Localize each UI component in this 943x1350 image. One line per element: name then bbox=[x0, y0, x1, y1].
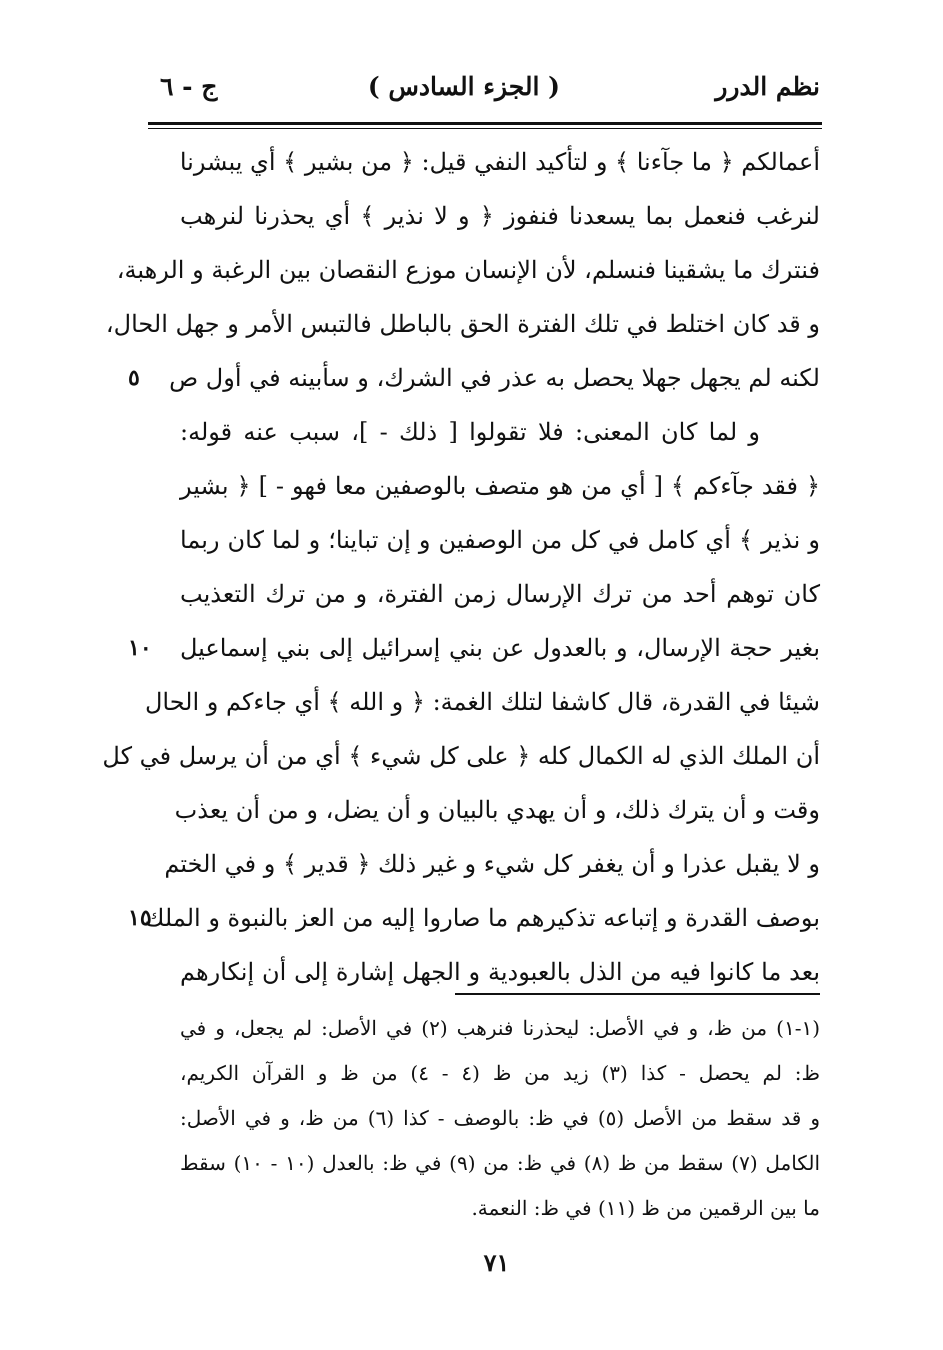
line-number-marker: ١٠ bbox=[128, 635, 152, 661]
footnote-line: ما بين الرقمين من ظ (١١) في ظ: النعمة. bbox=[471, 1196, 820, 1220]
text-line: ﴿ فقد جآءكم ﴾ [ أي من هو متصف بالوصفين معا فهو - ] ﴿ بشير bbox=[180, 472, 820, 500]
running-book-title: نظم الدرر bbox=[715, 72, 820, 101]
page-number: ٧١ bbox=[483, 1248, 510, 1277]
footnote-line: ظ: لم يحصل - كذا (٣) زيد من ظ (٤ - ٤) من ظ و القرآن الكريم، bbox=[180, 1061, 820, 1085]
running-part-title: ( الجزء السادس ) bbox=[367, 72, 560, 101]
line-number-marker: ١٥ bbox=[128, 905, 152, 931]
text-line: أعمالكم ﴿ ما جآءنا ﴾ و لتأكيد النفي قيل: ﴿ من بشير ﴾ أي يبشرنا bbox=[179, 148, 820, 176]
footnote-line: و قد سقط من الأصل (٥) في ظ: بالوصف - كذا (٦) من ظ، و في الأصل: bbox=[180, 1106, 820, 1130]
volume-label: ج - ٦ bbox=[160, 72, 218, 101]
text-line: و قد كان اختلط في تلك الفترة الحق بالباطل فالتبس الأمر و جهل الحال، bbox=[105, 310, 820, 338]
text-line: بوصف القدرة و إتباعه تذكيرهم ما صاروا إليه من العز بالنبوة و الملك bbox=[144, 904, 820, 932]
page-header bbox=[150, 72, 820, 116]
text-line: بعد ما كانوا فيه من الذل بالعبودية و الجهل إشارة إلى أن إنكارهم bbox=[180, 958, 820, 986]
footnote-line: (١-١) من ظ، و في الأصل: ليحذرنا فنرهب (٢) في الأصل: لم يجعل، و في bbox=[180, 1016, 821, 1040]
text-line: لكنه لم يجهل جهلا يحصل به عذر في الشرك، و سأبينه في أول ص bbox=[169, 364, 820, 392]
text-line: و نذير ﴾ أي كامل في كل من الوصفين و إن تباينا؛ و لما كان ربما bbox=[180, 526, 820, 554]
line-number-marker: ٥ bbox=[128, 365, 140, 391]
header-rule-thin bbox=[148, 128, 822, 129]
text-line: و لا يقبل عذرا و أن يغفر كل شيء و غير ذلك ﴿ قدير ﴾ و في الختم bbox=[164, 850, 820, 878]
footnotes bbox=[180, 1006, 820, 1231]
text-line: فنترك ما يشقينا فنسلم، لأن الإنسان موزع النقصان بين الرغبة و الرهبة، bbox=[116, 256, 820, 284]
text-line: وقت و أن يترك ذلك، و أن يهدي بالبيان و أن يضل، و من أن يعذب bbox=[174, 796, 820, 824]
text-line: و لما كان المعنى: فلا تقولوا [ ذلك - ]، سبب عنه قوله: bbox=[180, 418, 760, 446]
footnote-separator bbox=[455, 993, 820, 995]
text-line: لنرغب فنعمل بما يسعدنا فنفوز ﴿ و لا نذير ﴾ أي يحذرنا لنرهب bbox=[180, 202, 820, 230]
text-line: كان توهم أحد من ترك الإرسال زمن الفترة، و من ترك التعذيب bbox=[180, 580, 820, 608]
footnote-line: الكامل (٧) سقط من ظ (٨) في ظ: من (٩) في ظ: بالعدل (١٠ - ١٠) سقط bbox=[180, 1151, 820, 1175]
text-line: أن الملك الذي له الكمال كله ﴿ على كل شيء ﴾ أي من أن يرسل في كل bbox=[102, 742, 820, 770]
text-line: شيئا في القدرة، قال كاشفا لتلك الغمة: ﴿ و الله ﴾ أي جاءكم و الحال bbox=[144, 688, 820, 716]
header-rule-thick bbox=[148, 122, 822, 125]
text-line: بغير حجة الإرسال، و بالعدول عن بني إسرائيل إلى بني إسماعيل bbox=[180, 634, 820, 662]
